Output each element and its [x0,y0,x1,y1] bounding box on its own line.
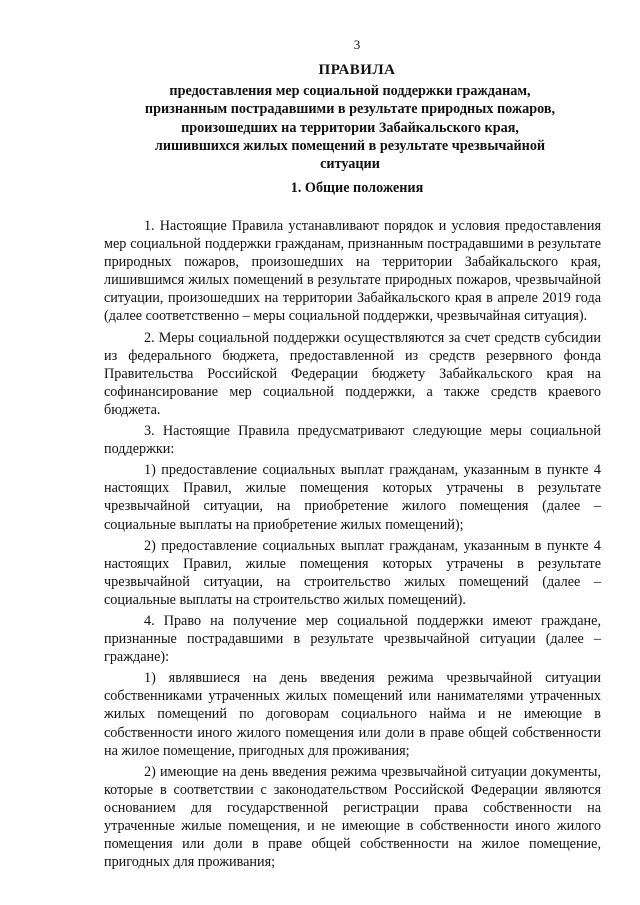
paragraph-3: 3. Настоящие Правила предусматривают следующие меры социальной поддержки: [104,423,601,458]
paragraph-1: 1. Настоящие Правила устанавливают порядок и условия предоставления мер социальной поддержки гражданам, признанным пострадавшими в результате природных пожаров, произошедших на территории Забайкальского края, лишившимся жилых помещений в результате природных пожаров, чрезвычайной ситуации, произошедших на территории Забайкальского края в апреле 2019 года (далее соответственно – меры социальной поддержки, чрезвычайная ситуация). [104,218,601,325]
paragraph-4-item-2: 2) имеющие на день введения режима чрезвычайной ситуации документы, которые в соответствии с законодательством Российской Федерации являются основанием для государственной регистрации права собственности на утраченные жилые помещения, и не имеющие в собственности иного жилого помещения или доли в праве общей собственности на жилое помещение, пригодных для проживания; [104,763,601,871]
document-body [104,217,601,871]
subtitle-line: предоставления мер социальной поддержки гражданам, [169,83,531,99]
section-heading: 1. Общие положения [290,180,424,196]
document-title: ПРАВИЛА [318,62,396,78]
document-subtitle [90,82,610,173]
subtitle-line: ситуации [320,156,380,173]
paragraph-3-item-1: 1) предоставление социальных выплат гражданам, указанным в пункте 4 настоящих Правил, жилые помещения которых утрачены в результате чрезвычайной ситуации, на приобретение жилого помещения (далее – социальные выплаты на приобретение жилых помещений); [104,462,601,533]
paragraph-4-item-1: 1) являвшиеся на день введения режима чрезвычайной ситуации собственниками утраченных жилых помещений или нанимателями утраченных жилых помещений по договорам социального найма и не имеющие в собственности иного жилого помещения или доли в праве общей собственности на жилое помещение, пригодных для проживания; [104,670,601,759]
paragraph-2: 2. Меры социальной поддержки осуществляются за счет средств субсидии из федерального бюджета, предоставленной из средств резервного фонда Правительства Российской Федерации бюджету Забайкальского края на софинансирование мер социальной поддержки, а также средств краевого бюджета. [104,329,601,418]
page-number: 3 [353,37,361,52]
subtitle-line: признанным пострадавшими в результате природных пожаров, [144,101,556,118]
paragraph-4: 4. Право на получение мер социальной поддержки имеют граждане, признанные пострадавшими в результате чрезвычайной ситуации (далее – граждане): [104,612,601,666]
subtitle-line: лишившихся жилых помещений в результате чрезвычайной [154,137,546,154]
paragraph-3-item-2: 2) предоставление социальных выплат гражданам, указанным в пункте 4 настоящих Правил, жилые помещения которых утрачены в результате чрезвычайной ситуации, на строительство жилых помещений (далее – социальные выплаты на строительство жилых помещений). [104,537,601,608]
subtitle-line: произошедших на территории Забайкальского края, [181,119,519,136]
